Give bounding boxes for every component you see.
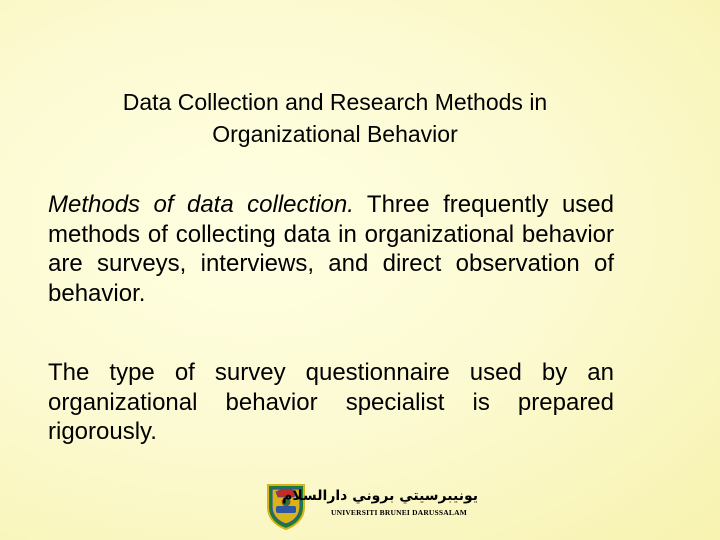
title-line-1: Data Collection and Research Methods in [122, 89, 548, 115]
methods-paragraph-body: Three frequently used methods of collecting data in organizational behavior are surveys, interviews, and direct observation of behavior. [48, 191, 614, 307]
survey-paragraph: The type of survey questionnaire used by an organizational behavior specialist is prepared rigorously. [48, 359, 614, 445]
university-logo [266, 482, 478, 530]
university-name: UNIVERSITI BRUNEI DARUSSALAM [330, 508, 468, 517]
methods-lead-phrase: Methods of data collection. [48, 191, 354, 218]
title-line-2: Organizational Behavior [212, 121, 458, 147]
university-jawi-name: يونيبرسيتي بروني دارالسلام [282, 488, 478, 504]
methods-paragraph [48, 190, 614, 308]
slide-title [40, 86, 630, 150]
